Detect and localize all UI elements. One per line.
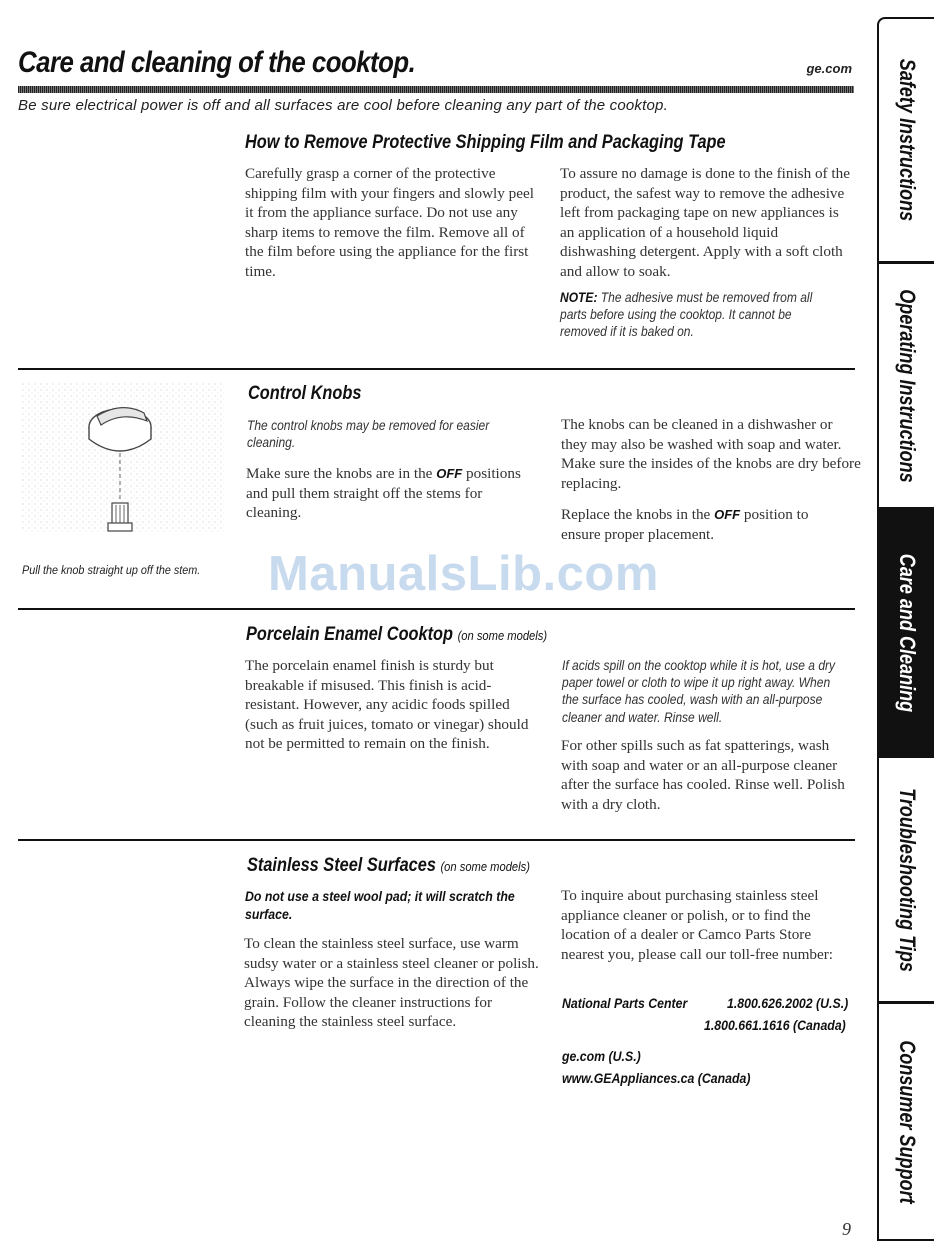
knobs-replace-text-a: Replace the knobs in the — [561, 506, 715, 523]
porcelain-right-italic: If acids spill on the cooktop while it is hot, use a dry paper towel or cloth to wipe it up right away. When the surface has cooled, wash with an all-purpose cleaner and water. Rinse well. — [562, 657, 836, 725]
off-label: OFF — [714, 507, 741, 522]
tab-operating-instructions[interactable] — [877, 262, 934, 509]
note-text: The adhesive must be removed from all parts before using the cooktop. It cannot be removed if it is baked on. — [560, 289, 813, 340]
tab-troubleshooting-tips[interactable] — [877, 756, 934, 1003]
stainless-heading — [247, 855, 530, 877]
tab-label: Troubleshooting Tips — [894, 787, 920, 972]
web-us-link[interactable]: ge.com (U.S.) — [562, 1048, 641, 1064]
knobs-right-text: The knobs can be cleaned in a dishwasher or they may also be washed with soap and water. Make sure the insides of the knobs are dry before replacing. — [561, 416, 861, 492]
tab-care-and-cleaning[interactable] — [877, 508, 934, 757]
film-left-text: Carefully grasp a corner of the protective shipping film with your fingers and slowly peel it from the appliance surface. Do not use any sharp items to remove the film. Remove all of the film before using the appliance for the first time. — [245, 165, 534, 280]
web-canada-link[interactable]: www.GEAppliances.ca (Canada) — [562, 1070, 751, 1086]
phone-us: 1.800.626.2002 (U.S.) — [727, 995, 849, 1011]
watermark: ManualsLib.com — [268, 547, 659, 601]
knobs-intro: The control knobs may be removed for easier cleaning. — [247, 417, 490, 451]
page-title: Care and cleaning of the cooktop. — [18, 46, 416, 79]
site-label: ge.com — [806, 61, 852, 76]
tab-label: Care and Cleaning — [894, 553, 920, 712]
film-note — [560, 289, 835, 341]
stainless-heading-note: (on some models) — [440, 859, 530, 874]
knobs-left-text-b: positions and pull them straight off the stems for cleaning. — [246, 465, 521, 522]
tab-label: Consumer Support — [894, 1039, 920, 1204]
off-label: OFF — [436, 466, 463, 481]
porcelain-heading — [246, 624, 547, 646]
stainless-warning: Do not use a steel wool pad; it will scratch the surface. — [245, 888, 515, 922]
stainless-heading-text: Stainless Steel Surfaces — [247, 855, 436, 876]
knobs-replace-text — [561, 505, 851, 544]
section-divider — [18, 368, 855, 370]
porcelain-right-text: For other spills such as fat spatterings, wash with soap and water or an all-purpose cleaner after the surface has cooled. Rinse well. Polish with a dry cloth. — [561, 737, 845, 813]
porcelain-heading-note: (on some models) — [457, 628, 548, 643]
stainless-right-text: To inquire about purchasing stainless steel appliance cleaner or polish, or to find the location of a dealer or Camco Parts Store nearest you, please call our toll-free number: — [561, 887, 833, 963]
film-heading: How to Remove Protective Shipping Film and Packaging Tape — [245, 132, 726, 153]
note-label: NOTE: — [560, 289, 598, 305]
porcelain-heading-text: Porcelain Enamel Cooktop — [246, 624, 454, 645]
parts-center-label: National Parts Center — [562, 995, 688, 1011]
section-divider — [18, 608, 855, 610]
phone-canada: 1.800.661.1616 (Canada) — [704, 1017, 846, 1033]
knobs-replace-text-b: position to ensure proper placement. — [561, 506, 809, 543]
title-rule — [18, 86, 854, 93]
section-divider — [18, 839, 855, 841]
stainless-left-text: To clean the stainless steel surface, use warm sudsy water or a stainless steel cleaner or polish. Always wipe the surface in the direction of the grain. Follow the cleaner instructions for cleaning the stainless steel surface. — [244, 935, 539, 1031]
film-right-text: To assure no damage is done to the finish of the product, the safest way to remove the adhesive left from packaging tape on new appliances is an application of a household liquid dishwashing detergent. Apply with a soft cloth and allow to soak. — [560, 165, 850, 280]
knobs-heading: Control Knobs — [248, 383, 362, 404]
porcelain-left-text: The porcelain enamel finish is sturdy but breakable if misused. This finish is acid-resistant. However, any acidic foods spilled (such as fruit juices, tomato or vinegar) should not be permitted to remain on the finish. — [245, 657, 529, 753]
side-tabs — [877, 17, 934, 1241]
tab-label: Operating Instructions — [894, 288, 920, 483]
page-number: 9 — [842, 1219, 851, 1239]
tab-safety-instructions[interactable] — [877, 17, 934, 263]
tab-consumer-support[interactable] — [877, 1002, 934, 1241]
page-subtitle: Be sure electrical power is off and all surfaces are cool before cleaning any part of the cooktop. — [18, 97, 668, 114]
knob-caption: Pull the knob straight up off the stem. — [22, 563, 201, 577]
knob-illustration — [22, 383, 224, 553]
tab-label: Safety Instructions — [894, 58, 920, 222]
knobs-left-text-a: Make sure the knobs are in the — [246, 465, 437, 482]
knobs-left-text — [246, 464, 536, 523]
